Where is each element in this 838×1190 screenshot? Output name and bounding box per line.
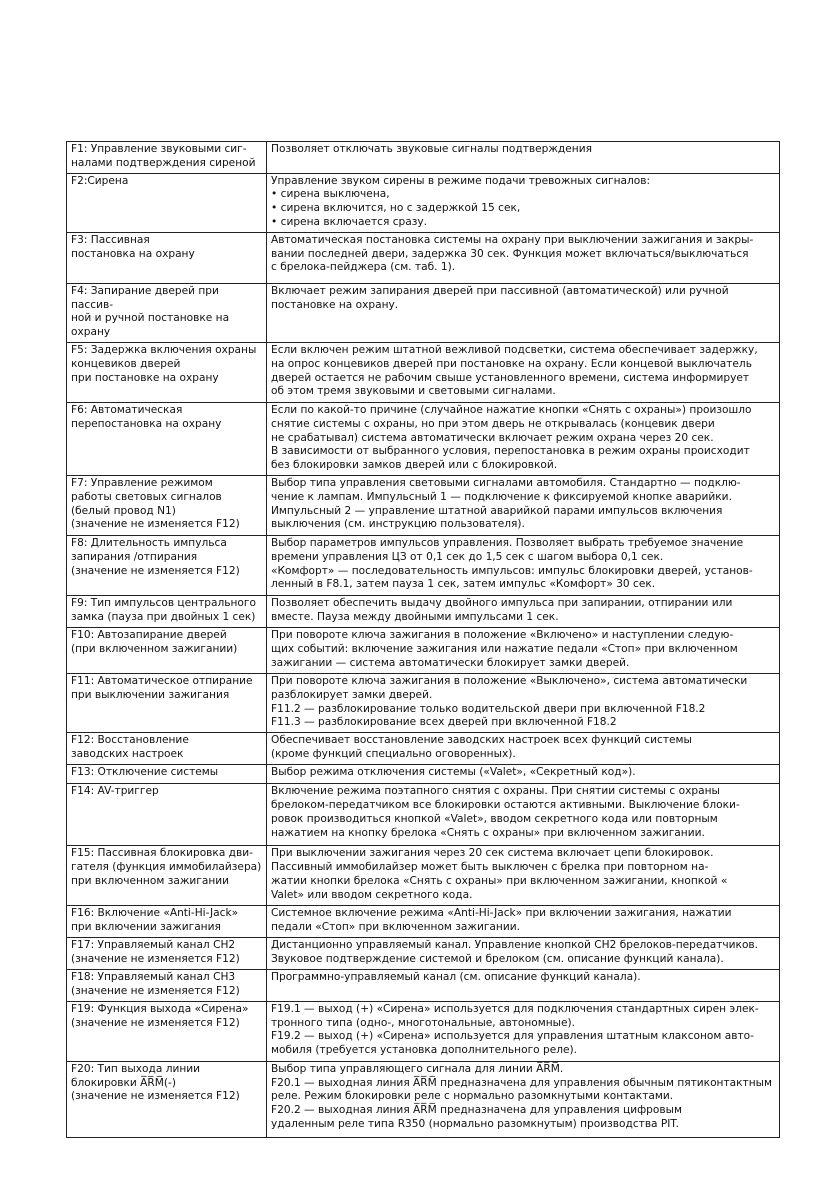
function-description: Выбор типа управления световыми сигналами автомобиля. Стандартно — подклю- чение к лампам. Импульсный 1 — подключение к фиксируемой кнопке аварийки. Импульсный 2 — управление штатной аварийкой парами импульсов включения выключения (см. инструкцию пользователя). — [267, 475, 780, 535]
table-row — [67, 937, 780, 969]
table-row — [67, 232, 780, 283]
function-description: Управление звуком сирены в режиме подачи тревожных сигналов: • сирена выключена, • сирена включится, но с задержкой 15 сек, • сирена включается сразу. — [267, 173, 780, 232]
function-description: Выбор режима отключения системы («Valet», «Секретный код»). — [267, 765, 780, 784]
table-row — [67, 627, 780, 673]
function-description: При повороте ключа зажигания в положение «Включено» и наступлении следую- щих событий: включение зажигания или нажатие педали «Стоп» при включенном зажигании — система автоматически блокирует замки дверей. — [267, 627, 780, 673]
table-row — [67, 283, 780, 342]
table-row — [67, 595, 780, 627]
function-description: Выбор типа управляющего сигнала для линии A̅R̅M̅. F20.1 — выходная линия A̅R̅M̅ предназначена для управления обычным пятиконтактным реле. Режим блокировки реле с нормально разомкнутыми контактами. F20.2 — выходная линия A̅R̅M̅ предназначена для управления цифровым удаленным реле типа R350 (нормально разомкнутым) производства PIT. — [267, 1061, 780, 1137]
function-name: F20: Тип выхода линии блокировки A̅R̅M̅(-) (значение не изменяется F12) — [67, 1061, 267, 1137]
function-name: F16: Включение «Anti-Hi-Jack» при включении зажигания — [67, 906, 267, 938]
function-name: F11: Автоматическое отпирание при выключении зажигания — [67, 673, 267, 732]
table-row — [67, 475, 780, 535]
table-row — [67, 846, 780, 906]
function-name: F17: Управляемый канал CH2 (значение не изменяется F12) — [67, 937, 267, 969]
table-row — [67, 784, 780, 846]
function-name: F10: Автозапирание дверей (при включенном зажигании) — [67, 627, 267, 673]
function-name: F4: Запирание дверей при пассив- ной и ручной постановке на охрану — [67, 283, 267, 342]
function-description: Обеспечивает восстановление заводских настроек всех функций системы (кроме функций специально оговоренных). — [267, 733, 780, 765]
function-name: F15: Пассивная блокировка дви- гателя (функция иммобилайзера) при включенном зажигании — [67, 846, 267, 906]
function-name: F13: Отключение системы — [67, 765, 267, 784]
function-description: Выбор параметров импульсов управления. Позволяет выбрать требуемое значение времени управления ЦЗ от 0,1 сек до 1,5 сек с шагом выбора 0,1 сек. «Комфорт» — последовательность импульсов: импульс блокировки дверей, установ- ленный в F8.1, затем пауза 1 сек, затем импульс «Комфорт» 30 сек. — [267, 535, 780, 595]
table-row — [67, 342, 780, 402]
table-row — [67, 969, 780, 1001]
function-description: F19.1 — выход (+) «Сирена» используется для подключения стандартных сирен элек- тронного типа (одно-, многотональные, автономные). F19.2 — выход (+) «Сирена» используется для управления штатным клаксоном авто- мобиля (требуется установка дополнительного реле). — [267, 1001, 780, 1061]
table-row — [67, 673, 780, 732]
function-name: F1: Управление звуковыми сиг- налами подтверждения сиреной — [67, 142, 267, 174]
function-name: F2:Сирена — [67, 173, 267, 232]
function-name: F5: Задержка включения охраны концевиков дверей при постановке на охрану — [67, 342, 267, 402]
table-row — [67, 402, 780, 475]
function-description: Автоматическая постановка системы на охрану при выключении зажигания и закры- вании последней двери, задержка 30 сек. Функция может включаться/выключаться с брелока-пейджера (см. таб. 1). — [267, 232, 780, 283]
functions-table-body — [67, 142, 780, 1138]
table-row — [67, 173, 780, 232]
table-row — [67, 535, 780, 595]
function-name: F3: Пассивная постановка на охрану — [67, 232, 267, 283]
function-description: Позволяет обеспечить выдачу двойного импульса при запирании, отпирании или вместе. Пауза между двойными импульсами 1 сек. — [267, 595, 780, 627]
function-name: F8: Длительность импульса запирания /отпирания (значение не изменяется F12) — [67, 535, 267, 595]
function-description: Если по какой-то причине (случайное нажатие кнопки «Снять с охраны») произошло снятие системы с охраны, но при этом дверь не открывалась (концевик двери не срабатывал) система автоматически включает режим охрана через 20 сек. В зависимости от выбранного условия, перепостановка в режим охраны происходит без блокировки замков дверей или с блокировкой. — [267, 402, 780, 475]
function-name: F6: Автоматическая перепостановка на охрану — [67, 402, 267, 475]
function-name: F9: Тип импульсов центрального замка (пауза при двойных 1 сек) — [67, 595, 267, 627]
functions-table — [66, 141, 780, 1138]
function-description: Включение режима поэтапного снятия с охраны. При снятии системы с охраны брелоком-передатчиком все блокировки остаются активными. Выключение блоки- ровок производиться кнопкой «Valet», вводом секретного кода или повторным нажатием на кнопку брелока «Снять с охраны» при включенном зажигании. — [267, 784, 780, 846]
function-name: F12: Восстановление заводских настроек — [67, 733, 267, 765]
table-row — [67, 142, 780, 174]
table-row — [67, 906, 780, 938]
function-description: Программно-управляемый канал (см. описание функций канала). — [267, 969, 780, 1001]
function-name: F18: Управляемый канал CH3 (значение не изменяется F12) — [67, 969, 267, 1001]
function-description: Если включен режим штатной вежливой подсветки, система обеспечивает задержку, на опрос концевиков дверей при постановке на охрану. Если концевой выключатель дверей остается не рабочим свыше установленного времени, система информирует об этом тремя звуковыми и световыми сигналами. — [267, 342, 780, 402]
function-name: F19: Функция выхода «Сирена» (значение не изменяется F12) — [67, 1001, 267, 1061]
function-description: При выключении зажигания через 20 сек система включает цепи блокировок. Пассивный иммобилайзер может быть выключен с брелка при повторном на- жатии кнопки брелока «Снять с охраны» при включенном зажигании, кнопкой « Valet» или вводом секретного кода. — [267, 846, 780, 906]
function-description: При повороте ключа зажигания в положение «Выключено», система автоматически разблокирует замки дверей. F11.2 — разблокирование только водительской двери при включенной F18.2 F11.3 — разблокирование всех дверей при включенной F18.2 — [267, 673, 780, 732]
table-row — [67, 1061, 780, 1137]
table-row — [67, 765, 780, 784]
function-description: Включает режим запирания дверей при пассивной (автоматической) или ручной постановке на охрану. — [267, 283, 780, 342]
table-row — [67, 733, 780, 765]
function-description: Системное включение режима «Anti-Hi-Jack» при включении зажигания, нажатии педали «Стоп» при включенном зажигании. — [267, 906, 780, 938]
table-row — [67, 1001, 780, 1061]
function-name: F7: Управление режимом работы световых сигналов (белый провод N1) (значение не изменяется F12) — [67, 475, 267, 535]
function-name: F14: AV-триггер — [67, 784, 267, 846]
function-description: Позволяет отключать звуковые сигналы подтверждения — [267, 142, 780, 174]
function-description: Дистанционно управляемый канал. Управление кнопкой CH2 брелоков-передатчиков. Звуковое подтверждение системой и брелоком (см. описание функций канала). — [267, 937, 780, 969]
